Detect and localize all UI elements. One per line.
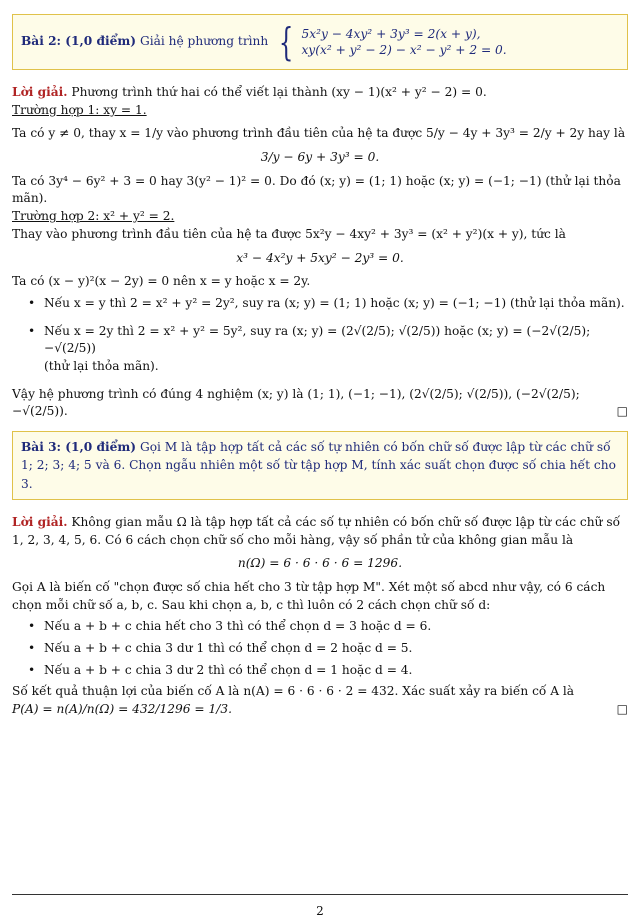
problem-2-intro: Giải hệ phương trình: [139, 34, 269, 49]
digit-d-bullets: [12, 618, 628, 679]
case-2-bullet-2: [12, 323, 628, 376]
problem-3-title: Bài 3: (1,0 điểm): [21, 440, 137, 454]
problem-3-text: Gọi M là tập hợp tất cả các số tự nhiên có bốn chữ số được lập từ các chữ số 1; 2; 3; 4; 5 và 6. Chọn ngẫu nhiên một số từ tập hợp M, tính xác suất chọn được số chia hết cho 3.: [21, 440, 616, 491]
problem-2-box: [12, 14, 628, 70]
solution-2-conclusion: Vậy hệ phương trình có đúng 4 nghiệm (x; y) là (1; 1), (−1; −1), (2√(2/5); √(2/5)), (−2√(2/5); −√(2/5)).: [12, 386, 580, 419]
page-number: 2: [316, 904, 324, 918]
solution-3-label: Lời giải.: [12, 514, 68, 529]
case-2-text: Thay vào phương trình đầu tiên của hệ ta được 5x²y − 4xy² + 3y³ = (x² + y²)(x + y), tức là: [12, 226, 566, 241]
digit-d-bullet-1: • Nếu a + b + c chia hết cho 3 thì có thể chọn d = 3 hoặc d = 6.: [12, 618, 628, 636]
system-equation-1: 5x²y − 4xy² + 3y³ = 2(x + y),: [301, 26, 481, 41]
case-1-result: Ta có 3y⁴ − 6y² + 3 = 0 hay 3(y² − 1)² = 0. Do đó (x; y) = (1; 1) hoặc (x; y) = (−1; −1) (thử lại thỏa mãn).: [12, 173, 621, 206]
solution-3: [12, 514, 628, 719]
case-2-bullet-1: • Nếu x = y thì 2 = x² + y² = 2y², suy ra (x; y) = (1; 1) hoặc (x; y) = (−1; −1) (thử lại thỏa mãn).: [12, 295, 628, 313]
solution-2-label: Lời giải.: [12, 85, 68, 99]
event-definition: Gọi A là biến cố "chọn được số chia hết cho 3 từ tập hợp M". Xét một số abcd như vậy, có 6 cách chọn mỗi chữ số a, b, c. Sau khi chọn a, b, c thì luôn có 2 cách chọn chữ số d:: [12, 579, 606, 612]
system-brace: {: [279, 20, 294, 64]
case-2-bullets: [12, 295, 628, 376]
system-equation-2: xy(x² + y² − 2) − x² − y² + 2 = 0.: [301, 43, 507, 57]
qed-symbol: □: [616, 404, 628, 419]
digit-d-bullet-2: • Nếu a + b + c chia 3 dư 1 thì có thể chọn d = 2 hoặc d = 5.: [12, 640, 628, 658]
case-2-bullet-2-tail: (thử lại thỏa mãn).: [44, 358, 159, 373]
case-2-bullet-2-text: Nếu x = 2y thì 2 = x² + y² = 5y², suy ra (x; y) = (2√(2/5); √(2/5)) hoặc (x; y) = (−2√(2/5); −√(2/5)): [44, 323, 591, 356]
problem-3-box: [12, 431, 628, 500]
case-1-heading: Trường hợp 1: xy = 1.: [12, 102, 147, 117]
case-2-equation: x³ − 4x²y + 5xy² − 2y³ = 0.: [236, 250, 404, 265]
sample-space-equation: n(Ω) = 6 · 6 · 6 · 6 = 1296.: [237, 556, 403, 571]
case-1-text: Ta có y ≠ 0, thay x = 1/y vào phương trình đầu tiên của hệ ta được 5/y − 4y + 3y³ = 2/y + 2y hay là: [12, 126, 626, 141]
digit-d-bullet-3: • Nếu a + b + c chia 3 dư 2 thì có thể chọn d = 1 hoặc d = 4.: [12, 662, 628, 680]
page-footer: [12, 894, 628, 920]
problem-2-title: Bài 2: (1,0 điểm): [21, 34, 137, 49]
document-page: [0, 14, 640, 921]
solution-3-intro: Không gian mẫu Ω là tập hợp tất cả các số tự nhiên có bốn chữ số được lập từ các chữ số 1, 2, 3, 4, 5, 6. Có 6 cách chọn chữ số cho mỗi hàng, vậy số phần tử của không gian mẫu là: [12, 514, 621, 547]
equation-system: [274, 20, 507, 64]
probability-result: P(A) = n(A)/n(Ω) = 432/1296 = 1/3.: [12, 702, 232, 717]
case-2-heading: Trường hợp 2: x² + y² = 2.: [12, 209, 175, 224]
case-2-factorization: Ta có (x − y)²(x − 2y) = 0 nên x = y hoặc x = 2y.: [12, 274, 311, 289]
case-1-equation: 3/y − 6y + 3y³ = 0.: [260, 150, 380, 165]
qed-symbol: □: [616, 702, 628, 717]
favorable-outcomes: Số kết quả thuận lợi của biến cố A là n(A) = 6 · 6 · 6 · 2 = 432. Xác suất xảy ra biến cố A là: [12, 684, 575, 699]
solution-2: [12, 84, 628, 421]
solution-2-intro: Phương trình thứ hai có thể viết lại thành (xy − 1)(x² + y² − 2) = 0.: [71, 85, 487, 99]
